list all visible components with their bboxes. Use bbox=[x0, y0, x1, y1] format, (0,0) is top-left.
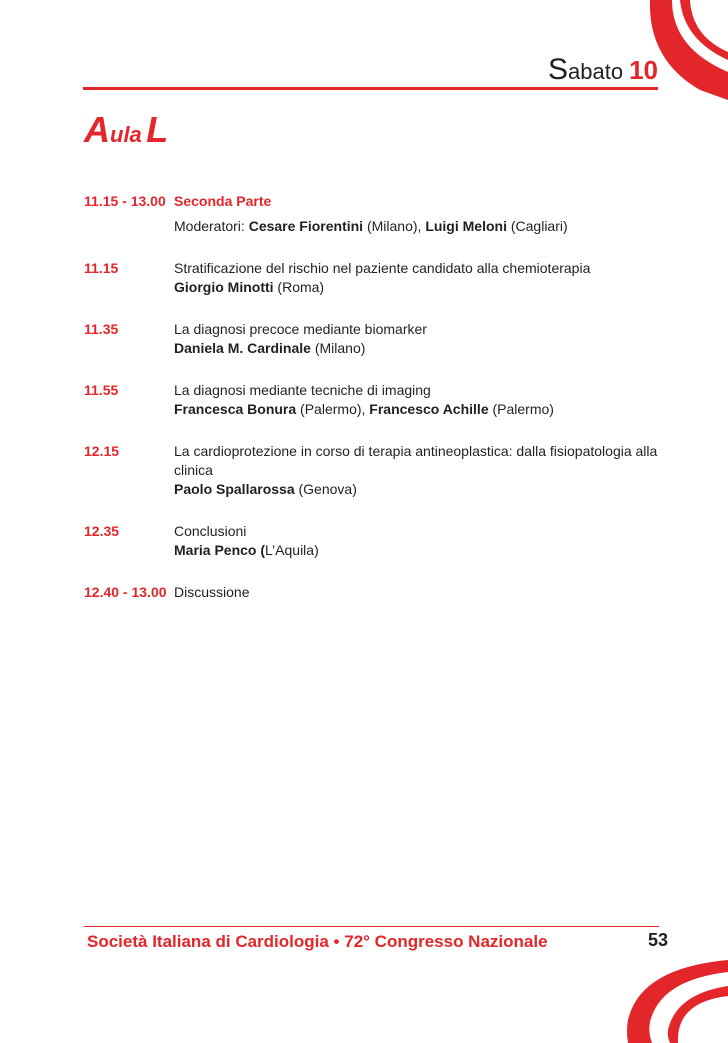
item-title: La diagnosi precoce mediante biomarker bbox=[174, 321, 427, 337]
day-number: 10 bbox=[629, 55, 658, 85]
item-time: 12.40 - 13.00 bbox=[84, 584, 167, 600]
room-title bbox=[84, 109, 169, 150]
speaker-name: Paolo Spallarossa bbox=[174, 481, 295, 497]
speaker-city: (Milano) bbox=[310, 340, 366, 356]
speaker-name: Giorgio Minotti bbox=[174, 279, 274, 295]
session-header bbox=[84, 192, 664, 236]
room-title-middle: ula bbox=[110, 122, 142, 147]
day-name: abato bbox=[568, 59, 624, 84]
speaker-line bbox=[174, 480, 664, 499]
speaker-line bbox=[174, 339, 664, 358]
session-title: Seconda Parte bbox=[174, 193, 272, 209]
speaker-line bbox=[174, 400, 664, 419]
program-item bbox=[84, 259, 664, 297]
program-item bbox=[84, 381, 664, 419]
moderators-line bbox=[174, 217, 664, 236]
item-time: 11.35 bbox=[84, 321, 119, 337]
moderators-label: Moderatori: bbox=[174, 218, 245, 234]
speaker-line bbox=[174, 541, 664, 560]
program-list bbox=[84, 192, 664, 602]
item-time: 12.35 bbox=[84, 523, 120, 539]
speaker-city: (Genova) bbox=[294, 481, 357, 497]
item-title: Conclusioni bbox=[174, 523, 247, 539]
program-item bbox=[84, 320, 664, 358]
moderator-name: Cesare Fiorentini bbox=[248, 218, 364, 234]
footer-congress-title: Società Italiana di Cardiologia • 72° Congresso Nazionale bbox=[87, 932, 548, 951]
program-item bbox=[84, 442, 664, 499]
moderator-city: (Cagliari) bbox=[506, 218, 568, 234]
speaker-city: (Palermo) bbox=[488, 401, 554, 417]
item-time: 11.15 bbox=[84, 260, 119, 276]
item-title: Discussione bbox=[174, 584, 250, 600]
program-item bbox=[84, 522, 664, 560]
day-header bbox=[440, 55, 658, 85]
room-title-letter: L bbox=[146, 109, 169, 150]
speaker-city: L’Aquila) bbox=[265, 542, 319, 558]
speaker-city: (Roma) bbox=[273, 279, 325, 295]
item-time: 12.15 bbox=[84, 443, 120, 459]
speaker-name: Francesca Bonura bbox=[174, 401, 297, 417]
speaker-name: Daniela M. Cardinale bbox=[174, 340, 311, 356]
speaker-city: (Palermo), bbox=[296, 401, 370, 417]
moderator-city: (Milano), bbox=[363, 218, 426, 234]
item-time: 11.55 bbox=[84, 382, 119, 398]
speaker-name: Maria Penco ( bbox=[174, 542, 266, 558]
item-title: La cardioprotezione in corso di terapia antineoplastica: dalla fisiopatologia alla clinica bbox=[174, 443, 658, 478]
day-initial: S bbox=[548, 53, 569, 86]
speaker-line bbox=[174, 278, 664, 297]
item-title: La diagnosi mediante tecniche di imaging bbox=[174, 382, 431, 398]
page-number: 53 bbox=[648, 930, 669, 950]
room-title-initial: A bbox=[84, 109, 110, 150]
bottom-corner-decoration bbox=[0, 960, 728, 1043]
session-time: 11.15 - 13.00 bbox=[84, 193, 166, 209]
header-divider bbox=[83, 87, 658, 90]
speaker-name: Francesco Achille bbox=[369, 401, 489, 417]
program-item bbox=[84, 583, 664, 602]
footer-divider bbox=[84, 926, 659, 927]
moderator-name: Luigi Meloni bbox=[425, 218, 507, 234]
item-title: Stratificazione del rischio nel paziente candidato alla chemioterapia bbox=[174, 260, 591, 276]
